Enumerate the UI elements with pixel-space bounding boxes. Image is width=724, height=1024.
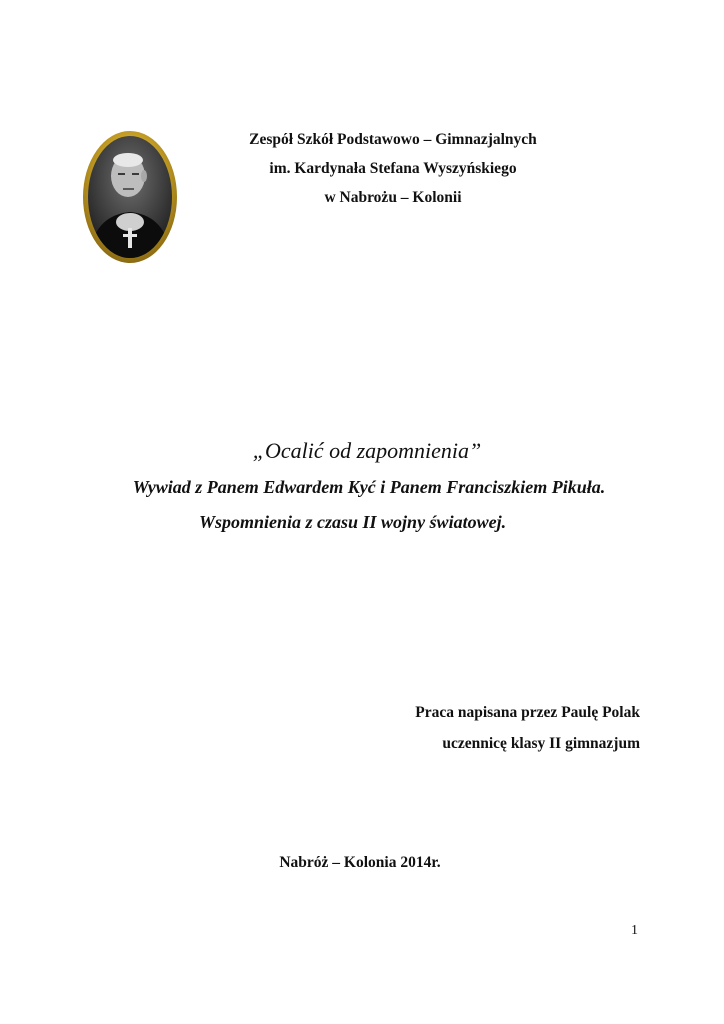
- school-header: [150, 125, 636, 212]
- document-title: „Ocalić od zapomnienia”: [252, 438, 482, 463]
- document-subtitle-line2: Wspomnienia z czasu II wojny światowej.: [199, 512, 507, 532]
- school-patron: im. Kardynała Stefana Wyszyńskiego: [269, 160, 517, 177]
- page-number: 1: [631, 923, 638, 938]
- author-name: Praca napisana przez Paulę Polak: [415, 704, 640, 721]
- document-subtitle: Wywiad z Panem Edwardem Kyć i Panem Franciszkiem Pikuła.: [132, 477, 606, 497]
- author-class: uczennicę klasy II gimnazjum: [442, 735, 640, 752]
- author-block: [415, 697, 640, 759]
- place-date: Nabróż – Kolonia 2014r.: [279, 854, 441, 871]
- school-location: w Nabrożu – Kolonii: [324, 189, 462, 206]
- school-name: Zespół Szkół Podstawowo – Gimnazjalnych: [249, 131, 537, 148]
